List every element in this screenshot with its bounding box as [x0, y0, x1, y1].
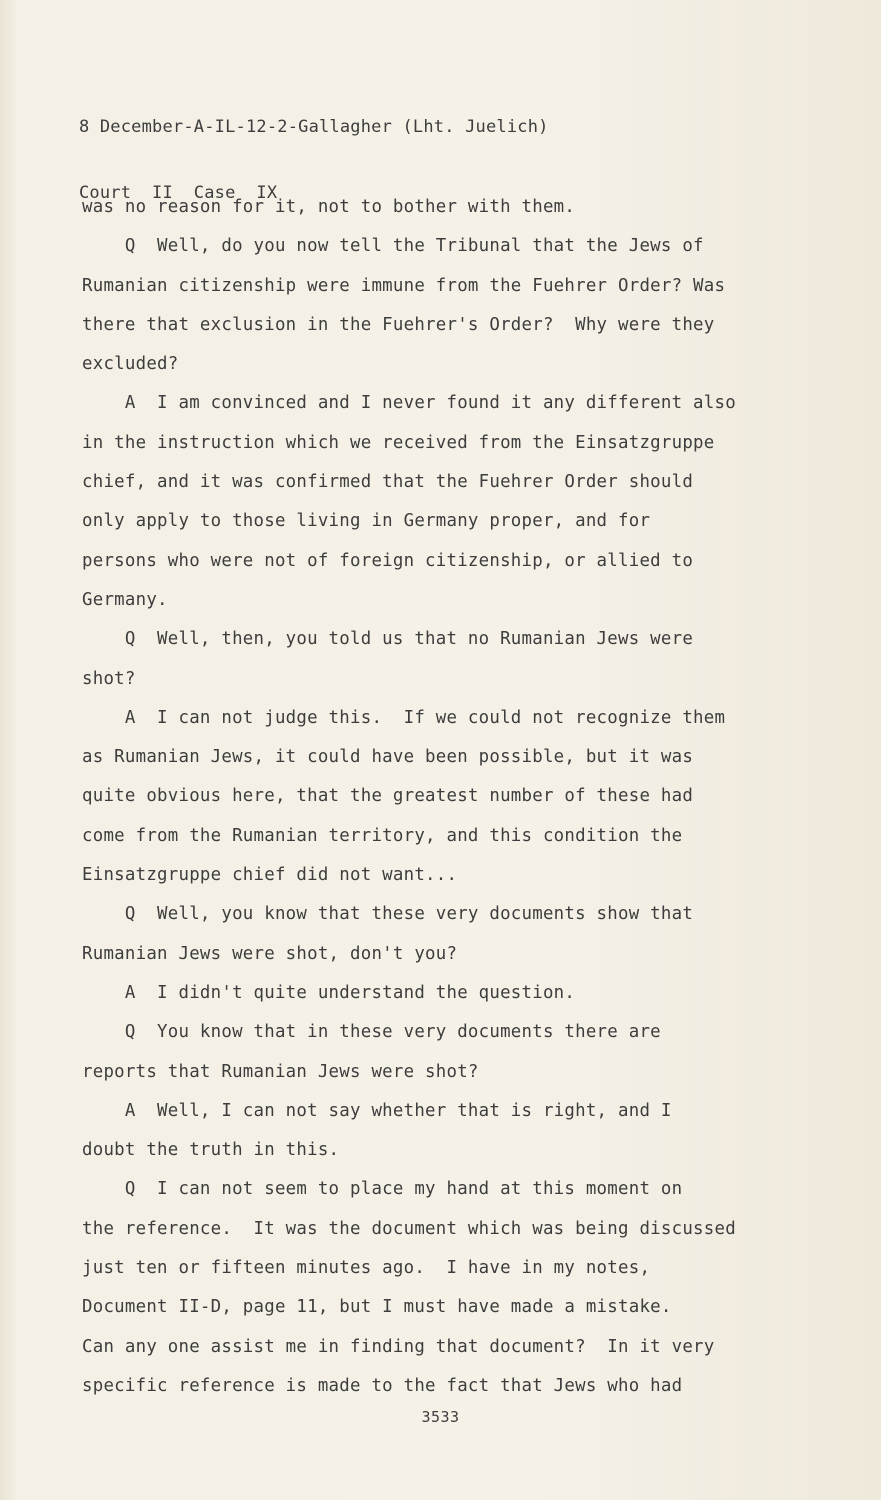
text-line: quite obvious here, that the greatest number of these had: [82, 786, 694, 807]
text-line: A I didn't quite understand the question.: [82, 982, 576, 1003]
text-line: Q Well, you know that these very documents show that: [82, 904, 694, 925]
header-line-2: Court II Case IX: [79, 183, 278, 203]
text-line: in the instruction which we received from the Einsatzgruppe: [82, 432, 715, 453]
text-line: come from the Rumanian territory, and this condition the: [82, 825, 683, 846]
text-line: reports that Rumanian Jews were shot?: [82, 1061, 479, 1082]
text-line: Germany.: [82, 589, 168, 610]
text-line: Q I can not seem to place my hand at this moment on: [82, 1179, 683, 1200]
text-line: shot?: [82, 668, 136, 689]
text-line: only apply to those living in Germany proper, and for: [82, 511, 651, 532]
text-line: Can any one assist me in finding that document? In it very: [82, 1336, 715, 1357]
text-line: just ten or fifteen minutes ago. I have in my notes,: [82, 1258, 651, 1279]
text-line: Q Well, do you now tell the Tribunal that the Jews of: [82, 236, 704, 257]
text-line: doubt the truth in this.: [82, 1140, 340, 1161]
text-line: Rumanian Jews were shot, don't you?: [82, 943, 458, 964]
text-line: was no reason for it, not to bother with them.: [82, 197, 576, 217]
transcript-body: [82, 188, 842, 1406]
text-line: Q You know that in these very documents there are: [82, 1022, 661, 1043]
page-number: 3533: [421, 1408, 460, 1426]
text-line: A I can not judge this. If we could not recognize them: [82, 707, 726, 728]
text-line: there that exclusion in the Fuehrer's Order? Why were they: [82, 314, 715, 335]
header-line-1: 8 December-A-IL-12-2-Gallagher (Lht. Juelich): [79, 117, 549, 137]
text-line: Document II-D, page 11, but I must have made a mistake.: [82, 1297, 672, 1318]
text-line: as Rumanian Jews, it could have been possible, but it was: [82, 747, 694, 768]
text-line: persons who were not of foreign citizenship, or allied to: [82, 550, 694, 571]
text-line: Einsatzgruppe chief did not want...: [82, 865, 458, 886]
text-line: specific reference is made to the fact that Jews who had: [82, 1375, 683, 1396]
text-line: chief, and it was confirmed that the Fuehrer Order should: [82, 472, 694, 493]
text-line: A Well, I can not say whether that is right, and I: [82, 1100, 672, 1121]
text-line: Q Well, then, you told us that no Rumanian Jews were: [82, 629, 694, 650]
text-line: Rumanian citizenship were immune from the Fuehrer Order? Was: [82, 275, 726, 296]
text-line: A I am convinced and I never found it any different also: [82, 393, 736, 414]
text-line: excluded?: [82, 354, 179, 375]
text-line: the reference. It was the document which was being discussed: [82, 1218, 736, 1239]
